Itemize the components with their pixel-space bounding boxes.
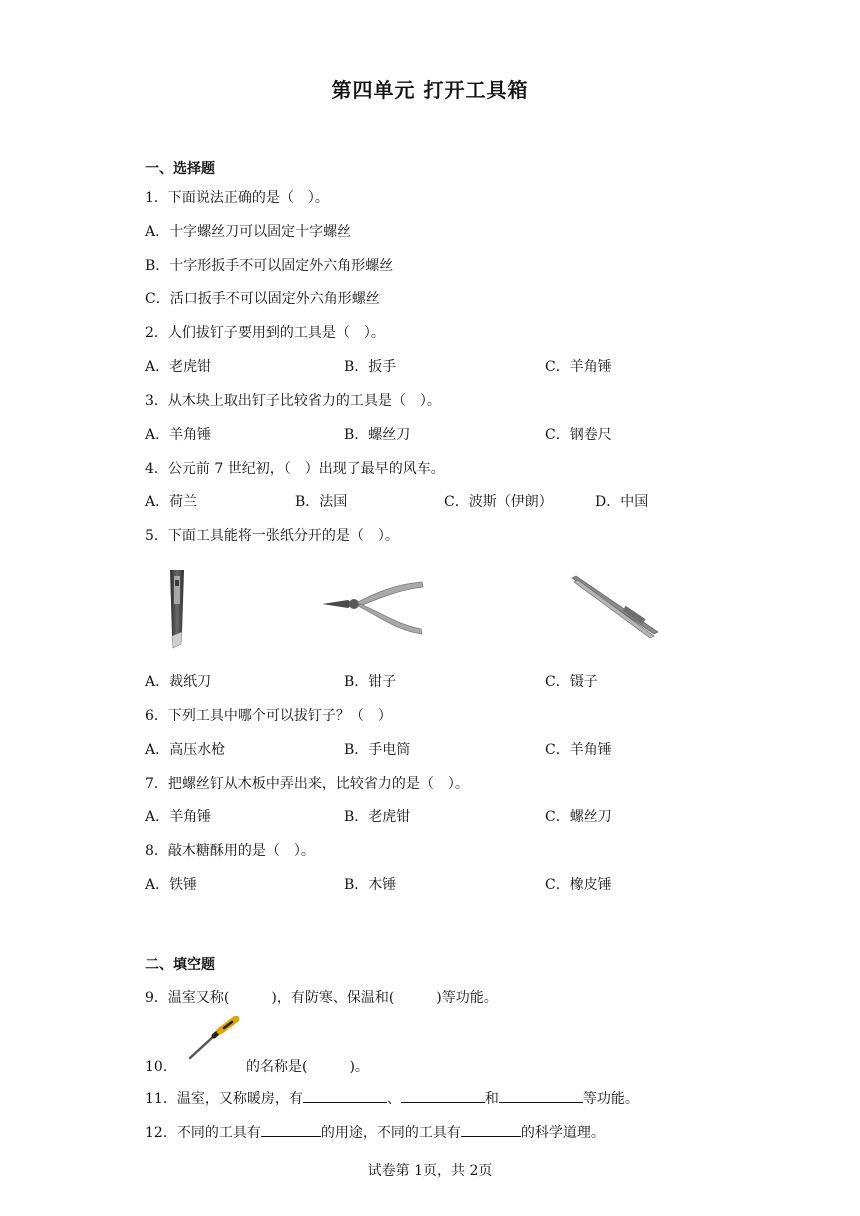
question-3-option-c: C．钢卷尺: [545, 427, 612, 443]
question-12-part-1: 12．不同的工具有: [145, 1125, 261, 1141]
question-12-blank-1[interactable]: [261, 1122, 321, 1137]
question-4-option-d: D．中国: [595, 494, 649, 510]
question-3-option-b: B．螺丝刀: [344, 427, 411, 443]
question-7-option-b: B．老虎钳: [344, 809, 411, 825]
question-7-option-c: C．螺丝刀: [545, 809, 612, 825]
question-4-stem: 4．公元前 7 世纪初，（ ）出现了最早的风车。: [145, 461, 445, 477]
page-footer: 试卷第 1页，共 2页: [367, 1163, 493, 1179]
question-6-option-c: C．羊角锤: [545, 742, 612, 758]
question-8-stem: 8．敲木糖酥用的是（ ）。: [145, 843, 315, 859]
question-9: 9．温室又称( )，有防寒、保温和( )等功能。: [145, 990, 498, 1006]
question-6-stem: 6．下列工具中哪个可以拔钉子？（ ）: [145, 708, 392, 724]
question-11-part-3: 和: [484, 1091, 499, 1107]
question-8-option-a: A．铁锤: [145, 877, 198, 893]
question-1-option-b: B．十字形扳手不可以固定外六角形螺丝: [145, 258, 394, 274]
tweezers-icon: [566, 572, 662, 644]
question-3-option-a: A．羊角锤: [145, 427, 212, 443]
question-3-stem: 3．从木块上取出钉子比较省力的工具是（ ）。: [145, 393, 441, 409]
question-7-stem: 7．把螺丝钉从木板中弄出来，比较省力的是（ ）。: [145, 776, 469, 792]
question-5-option-c: C．镊子: [545, 674, 598, 690]
question-12-part-3: 的科学道理。: [520, 1125, 605, 1141]
question-5-stem: 5．下面工具能将一张纸分开的是（ ）。: [145, 528, 399, 544]
question-12-blank-2[interactable]: [461, 1122, 521, 1137]
question-11: [145, 1088, 639, 1108]
question-10-number: 10．: [145, 1059, 177, 1075]
question-1-option-c: C．活口扳手不可以固定外六角形螺丝: [145, 291, 380, 307]
question-4-option-b: B．法国: [295, 494, 348, 510]
question-4-option-a: A．荷兰: [145, 494, 198, 510]
pliers-icon: [318, 574, 430, 638]
question-8-option-c: C．橡皮锤: [545, 877, 612, 893]
screwdriver-icon: [186, 1016, 242, 1060]
question-5-option-b: B．钳子: [344, 674, 397, 690]
question-11-blank-2[interactable]: [401, 1088, 485, 1103]
question-2-option-a: A．老虎钳: [145, 359, 212, 375]
question-8-option-b: B．木锤: [344, 877, 397, 893]
question-2-option-b: B．扳手: [344, 359, 397, 375]
utility-knife-icon: [160, 566, 196, 650]
question-11-blank-1[interactable]: [303, 1088, 387, 1103]
question-2-stem: 2．人们拔钉子要用到的工具是（ ）。: [145, 325, 385, 341]
question-2-option-c: C．羊角锤: [545, 359, 612, 375]
question-7-option-a: A．羊角锤: [145, 809, 212, 825]
question-5-option-a: A．裁纸刀: [145, 674, 212, 690]
question-11-blank-3[interactable]: [499, 1088, 583, 1103]
question-10-text: 的名称是( )。: [246, 1059, 369, 1075]
question-4-option-c: C．波斯（伊朗）: [444, 494, 553, 510]
question-12: [145, 1122, 605, 1142]
question-1-option-a: A．十字螺丝刀可以固定十字螺丝: [145, 224, 352, 240]
question-11-part-1: 11．温室，又称暖房，有: [145, 1091, 303, 1107]
section-title-fill-blank: 二、填空题: [145, 957, 215, 973]
question-11-part-4: 等功能。: [582, 1091, 639, 1107]
question-1-stem: 1．下面说法正确的是（ ）。: [145, 190, 329, 206]
question-6-option-a: A．高压水枪: [145, 742, 226, 758]
question-6-option-b: B．手电筒: [344, 742, 411, 758]
page-title: 第四单元 打开工具箱: [331, 78, 529, 102]
question-12-part-2: 的用途，不同的工具有: [320, 1125, 461, 1141]
section-title-choice: 一、选择题: [145, 161, 215, 177]
question-11-part-2: 、: [386, 1091, 401, 1107]
